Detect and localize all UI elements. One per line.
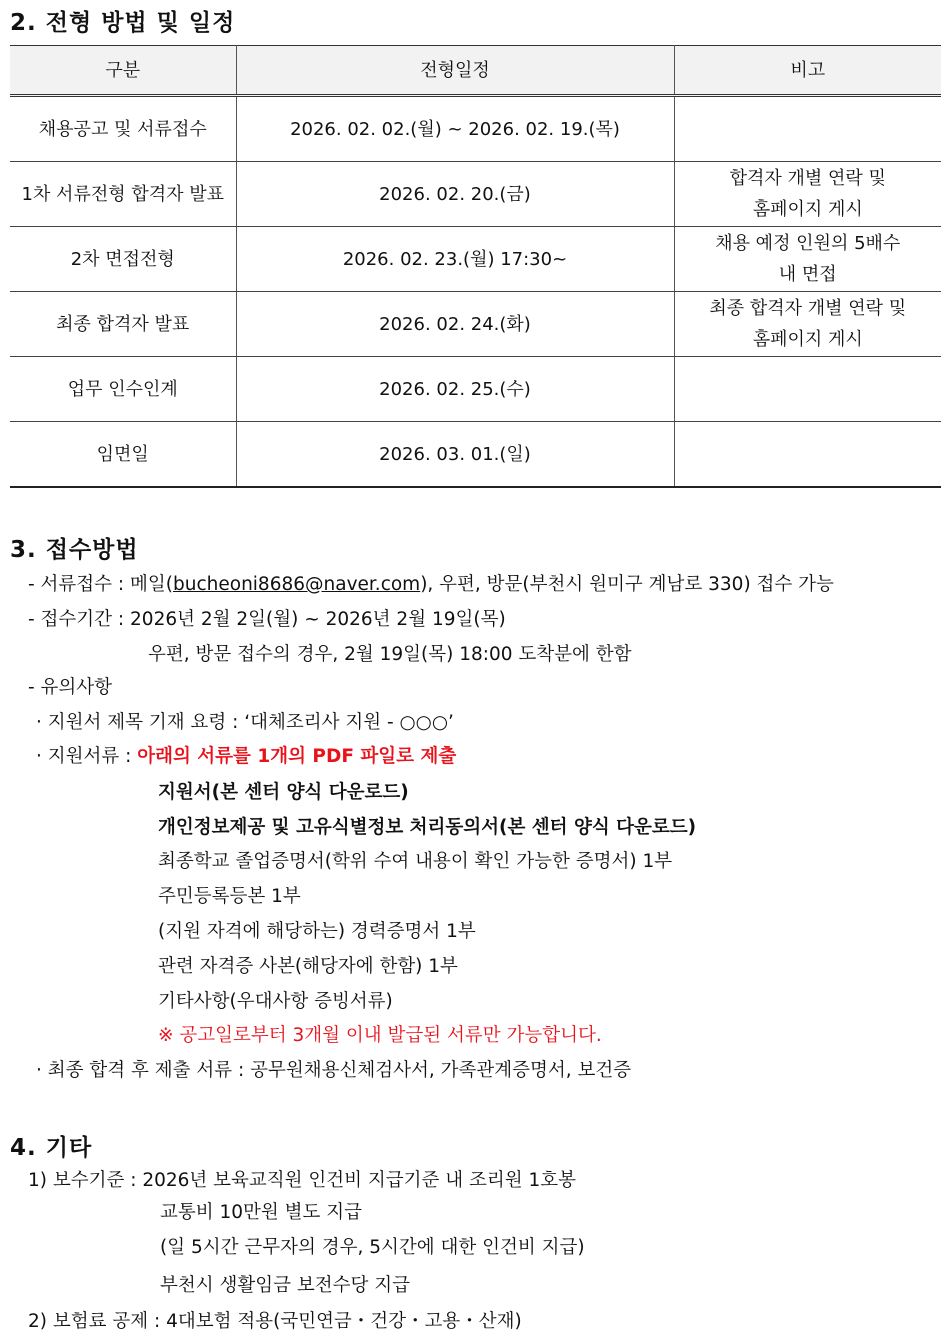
table-row: [10, 357, 941, 422]
date-cell: 2026. 02. 25.(수): [236, 357, 674, 422]
date-cell: 2026. 02. 23.(월) 17:30~: [236, 227, 674, 292]
table-header-row: [10, 46, 941, 96]
submission-docs-rest: ), 우편, 방문(부천시 원미구 계남로 330) 접수 가능: [420, 574, 834, 595]
doc-list-item: 최종학교 졸업증명서(학위 수여 내용이 확인 가능한 증명서) 1부: [158, 851, 673, 872]
note-cell: [674, 96, 941, 162]
date-cell: 2026. 03. 01.(일): [236, 422, 674, 488]
date-cell: 2026. 02. 24.(화): [236, 292, 674, 357]
step-cell: 최종 합격자 발표: [10, 292, 236, 357]
subject-rule: · 지원서 제목 기재 요령 : ‘대체조리사 지원 - ○○○’: [36, 712, 454, 733]
submission-docs-label: - 서류접수 : 메일(: [28, 574, 173, 595]
schedule-table: [10, 45, 941, 488]
step-cell: 2차 면접전형: [10, 227, 236, 292]
step-cell: 1차 서류전형 합격자 발표: [10, 162, 236, 227]
pay-line: 부천시 생활임금 보전수당 지급: [160, 1275, 410, 1296]
date-cell: 2026. 02. 02.(월) ~ 2026. 02. 19.(목): [236, 96, 674, 162]
note-line: 내 면접: [778, 264, 837, 285]
header-schedule: 전형일정: [236, 46, 674, 96]
section-3-title: 3. 접수방법: [10, 537, 139, 563]
step-cell: 업무 인수인계: [10, 357, 236, 422]
table-row: [10, 96, 941, 162]
note-line: 합격자 개별 연락 및: [729, 168, 886, 189]
doc-list-item: 관련 자격증 사본(해당자에 한함) 1부: [158, 956, 458, 977]
submission-period-note: 우편, 방문 접수의 경우, 2월 19일(목) 18:00 도착분에 한함: [148, 644, 632, 665]
header-category: 구분: [10, 46, 236, 96]
doc-list-item: 개인정보제공 및 고유식별정보 처리동의서(본 센터 양식 다운로드): [158, 817, 697, 838]
date-cell: 2026. 02. 20.(금): [236, 162, 674, 227]
doc-list-item: 지원서(본 센터 양식 다운로드): [158, 782, 409, 803]
pay-line: (일 5시간 근무자의 경우, 5시간에 대한 인건비 지급): [160, 1237, 585, 1258]
submission-period: - 접수기간 : 2026년 2월 2일(월) ~ 2026년 2월 19일(목): [28, 609, 506, 630]
note-cell: [674, 357, 941, 422]
pay-line: 교통비 10만원 별도 지급: [160, 1202, 363, 1223]
note-cell: [674, 162, 941, 227]
required-docs-label: · 지원서류 :: [36, 746, 138, 767]
insurance: 2) 보험료 공제 : 4대보험 적용(국민연금・건강・고용・산재): [28, 1311, 522, 1332]
note-line: 홈페이지 게시: [752, 329, 863, 350]
doc-warning: ※ 공고일로부터 3개월 이내 발급된 서류만 가능합니다.: [158, 1025, 602, 1046]
doc-list-item: (지원 자격에 해당하는) 경력증명서 1부: [158, 921, 476, 942]
step-cell: 임면일: [10, 422, 236, 488]
note-line: 최종 합격자 개별 연락 및: [709, 298, 907, 319]
section-2-title: 2. 전형 방법 및 일정: [10, 10, 236, 36]
step-cell: 채용공고 및 서류접수: [10, 96, 236, 162]
submission-docs-line: [28, 572, 834, 598]
pay-standard: 1) 보수기준 : 2026년 보육교직원 인건비 지급기준 내 조리원 1호봉: [28, 1170, 577, 1191]
table-row: [10, 292, 941, 357]
doc-list-item: 기타사항(우대사항 증빙서류): [158, 991, 393, 1012]
header-remarks: 비고: [674, 46, 941, 96]
table-row: [10, 162, 941, 227]
note-cell: [674, 292, 941, 357]
notes-label: - 유의사항: [28, 677, 113, 698]
table-row: [10, 227, 941, 292]
note-cell: [674, 227, 941, 292]
note-cell: [674, 422, 941, 488]
doc-list-item: 주민등록등본 1부: [158, 886, 301, 907]
table-row: [10, 422, 941, 488]
required-docs-highlight: 아래의 서류를 1개의 PDF 파일로 제출: [137, 746, 457, 767]
final-docs: · 최종 합격 후 제출 서류 : 공무원채용신체검사서, 가족관계증명서, 보건증: [36, 1060, 632, 1081]
note-line: 채용 예정 인원의 5배수: [715, 233, 901, 254]
note-line: 홈페이지 게시: [752, 199, 863, 220]
required-docs-line: [36, 744, 456, 770]
email-link[interactable]: bucheoni8686@naver.com: [173, 574, 421, 595]
section-4-title: 4. 기타: [10, 1135, 93, 1161]
